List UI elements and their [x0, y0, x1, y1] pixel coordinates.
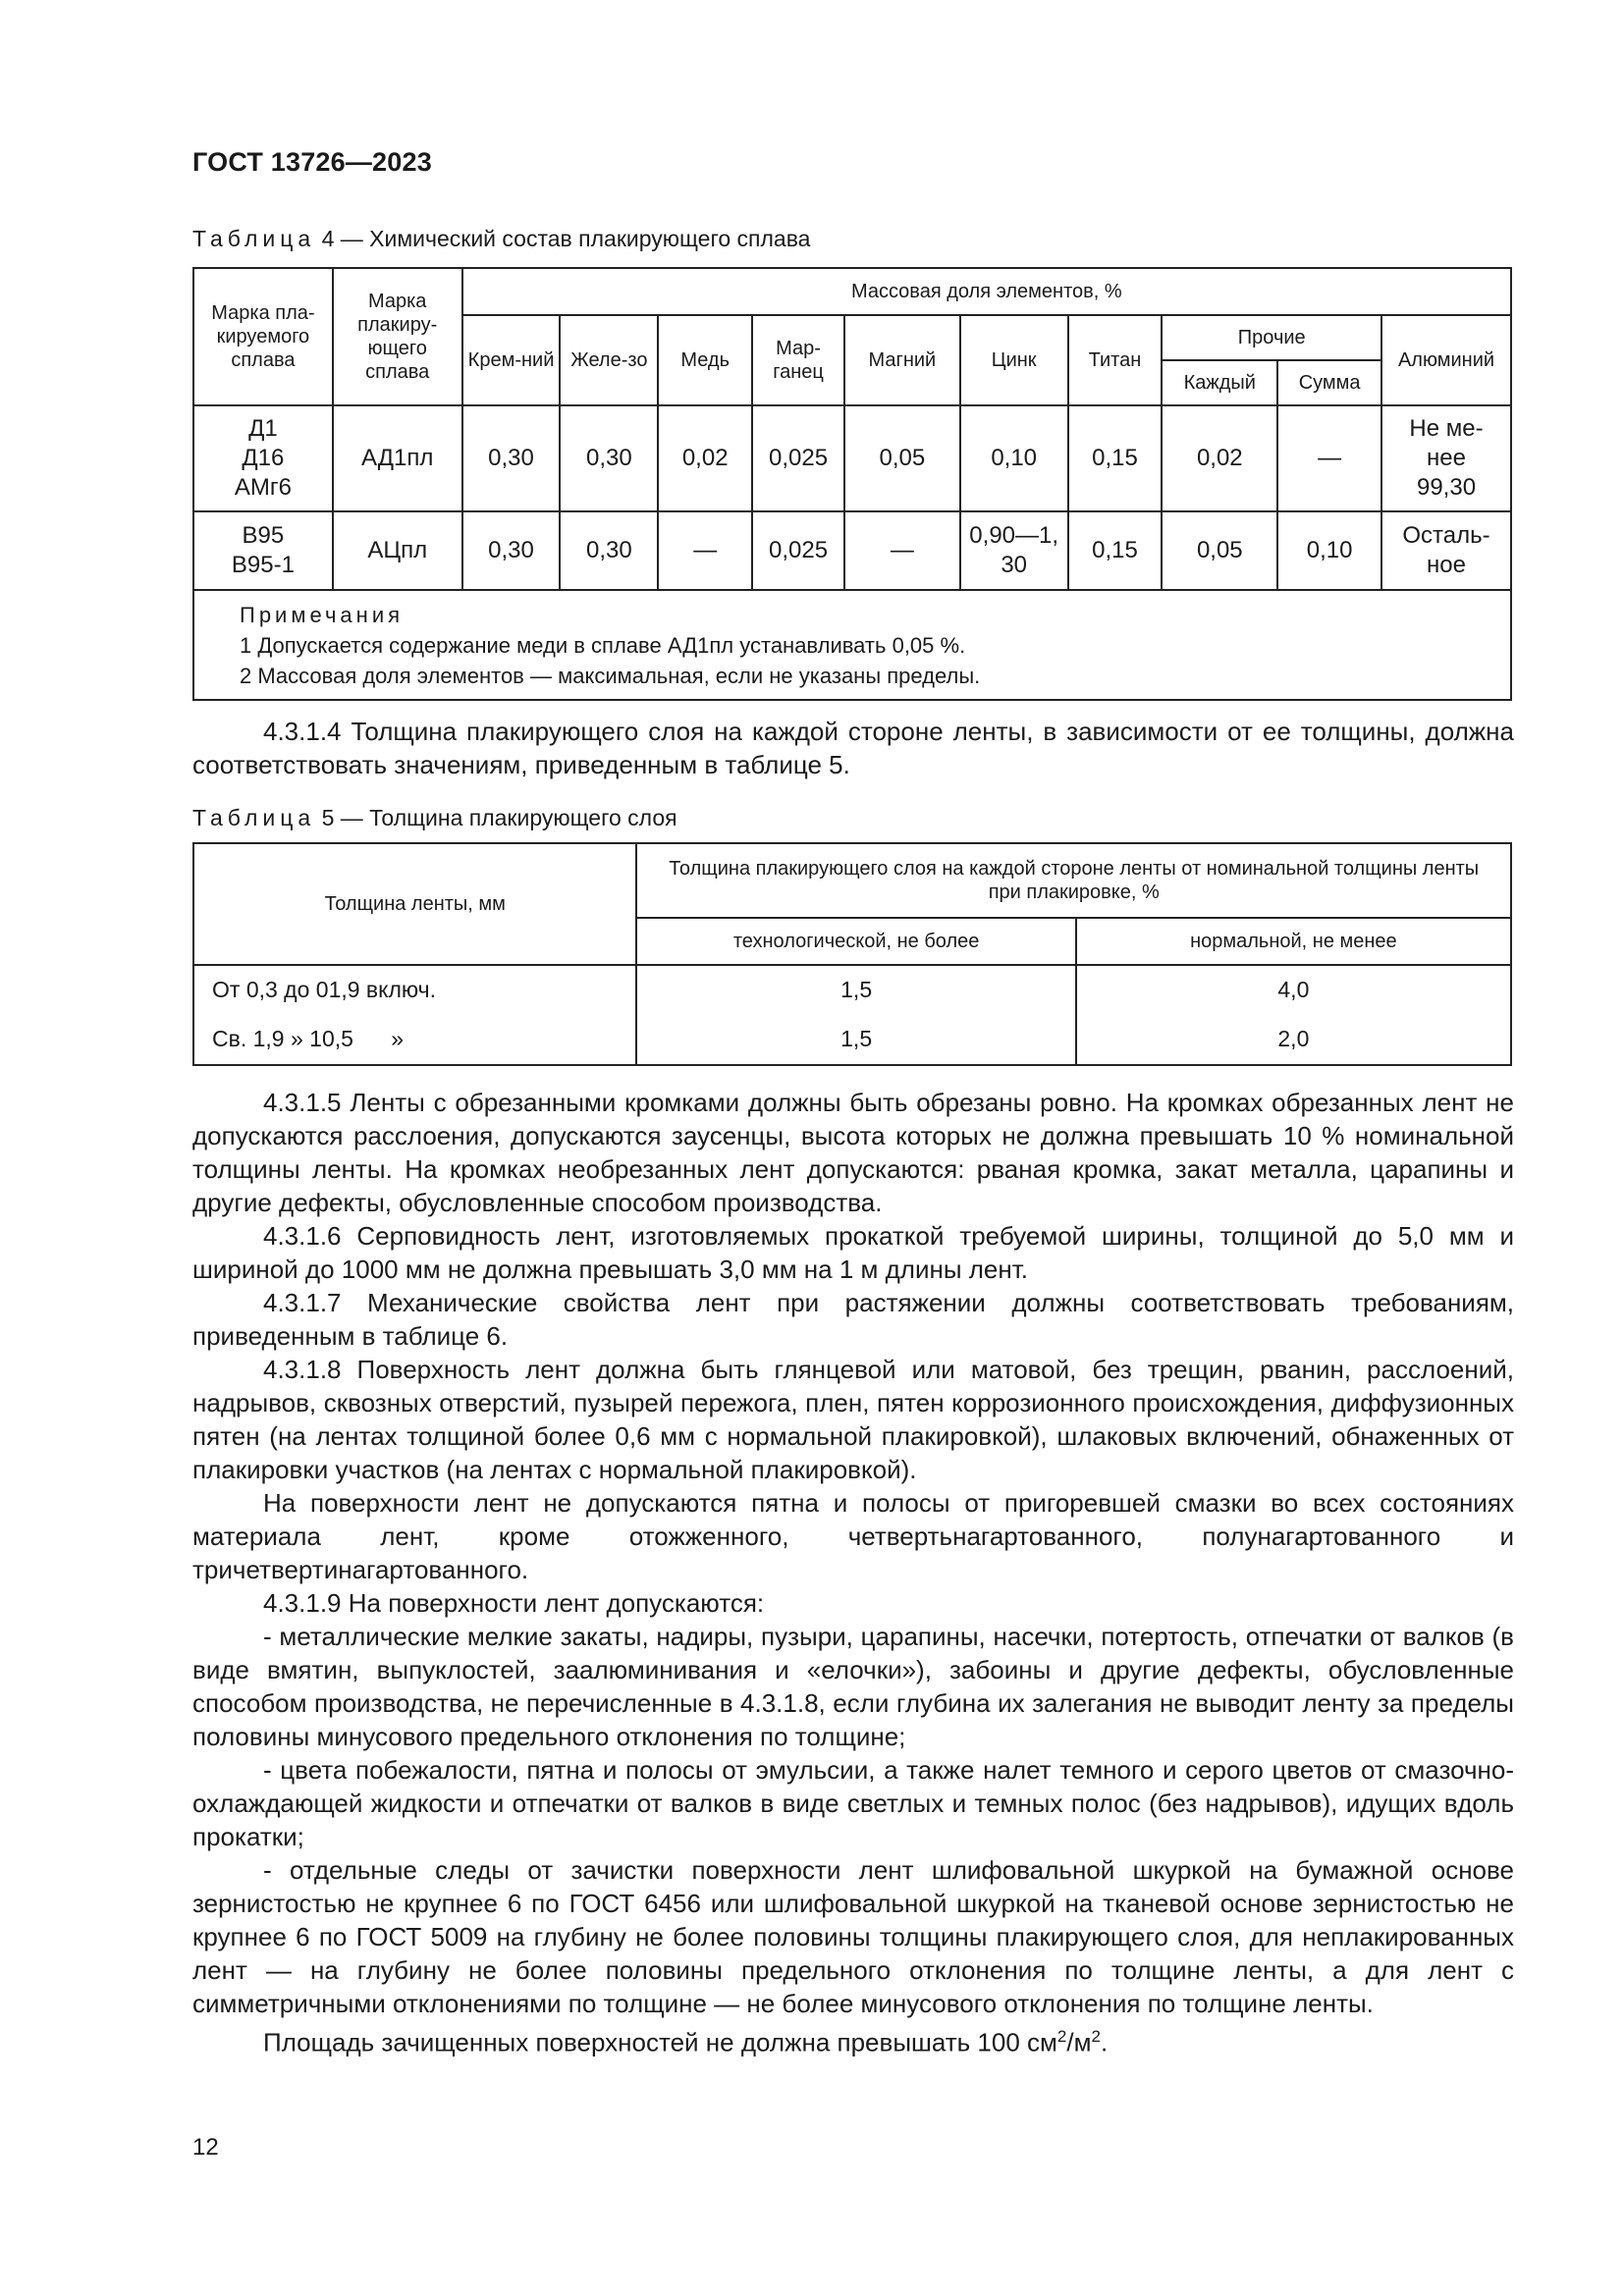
cladding-cell: АД1пл	[333, 405, 462, 511]
value-cell: 0,02	[658, 405, 752, 511]
value-cell: 0,10	[1277, 511, 1381, 590]
value-cell: 0,10	[960, 405, 1068, 511]
col-header-element: Титан	[1068, 315, 1163, 405]
grade-cell: Д1 Д16 АМг6	[193, 405, 333, 511]
value-cell: 4,0	[1076, 965, 1511, 1015]
cladding-thickness-table	[192, 842, 1512, 1066]
note-item: 1 Допускается содержание меди в сплаве АД1пл устанавливать 0,05 %.	[240, 632, 966, 658]
table4-caption-text: 4 — Химический состав плакирующего сплава	[315, 226, 811, 251]
value-cell: 0,15	[1068, 405, 1163, 511]
body-text	[192, 1086, 1514, 2059]
table-row	[193, 511, 1511, 590]
table4-caption-word: Таблица	[192, 226, 316, 251]
value-cell: 0,025	[752, 405, 844, 511]
col-header-each: Каждый	[1162, 360, 1277, 405]
list-item: - металлические мелкие закаты, надиры, пузыри, царапины, насечки, потертость, отпечатки от валков (в виде вмятин, выпуклостей, заалюминивания и «елочки»), забоины и другие дефекты, обусловленные способом производства, не перечисленные в 4.3.1.8, если глубина их залегания не выводит ленту за пределы половины минусового предельного отклонения по толщине;	[192, 1622, 1514, 1751]
cladding-cell: АЦпл	[333, 511, 462, 590]
note-item: 2 Массовая доля элементов — максимальная, если не указаны пределы.	[240, 663, 981, 688]
paragraph-4-3-1-4: 4.3.1.4 Толщина плакирующего слоя на каждой стороне ленты, в зависимости от ее толщины, должна соответствовать значениям, приведенным в таблице 5.	[192, 717, 1514, 779]
col-header-element: Медь	[658, 315, 752, 405]
range-cell: Св. 1,9 » 10,5 »	[193, 1015, 636, 1065]
col-header-element: Цинк	[960, 315, 1068, 405]
value-cell: 0,05	[1162, 511, 1277, 590]
col-header-mass-fraction: Массовая доля элементов, %	[462, 268, 1511, 315]
table-notes	[193, 590, 1511, 700]
value-cell: 0,30	[462, 405, 561, 511]
value-cell: 0,30	[560, 405, 658, 511]
value-cell: 1,5	[636, 1015, 1075, 1065]
aluminium-cell: Осталь- ное	[1381, 511, 1511, 590]
col-header-aluminium: Алюминий	[1381, 315, 1511, 405]
paragraph: Площадь зачищенных поверхностей не должна превышать 100 $см^2/м^2$.	[263, 2027, 1109, 2057]
value-cell: —	[658, 511, 752, 590]
table5-caption-word: Таблица	[192, 805, 316, 830]
notes-row	[193, 590, 1511, 700]
paragraph: На поверхности лент не допускаются пятна и полосы от пригоревшей смазки во всех состояниях материала лент, кроме отожженного, четвертьнагартованного, полунагартованного и тричетвертинагартованного.	[192, 1488, 1514, 1584]
table4-caption	[192, 226, 810, 252]
list-item: - цвета побежалости, пятна и полосы от эмульсии, а также налет темного и серого цветов от смазочно-охлаждающей жидкости и отпечатки от валков в виде светлых и темных полос (без надрывов), идущих вдоль прокатки;	[192, 1755, 1514, 1851]
value-cell: 0,30	[462, 511, 561, 590]
value-cell: 0,05	[844, 405, 960, 511]
value-cell: 0,90—1,30	[960, 511, 1068, 590]
value-cell: 0,30	[560, 511, 658, 590]
value-cell: —	[1277, 405, 1381, 511]
value-cell: 0,02	[1162, 405, 1277, 511]
value-cell: —	[844, 511, 960, 590]
value-cell: 2,0	[1076, 1015, 1511, 1065]
col-header-other: Прочие	[1162, 315, 1381, 360]
col-header-element: Магний	[844, 315, 960, 405]
col-header-normal: нормальной, не менее	[1076, 918, 1511, 965]
col-header-layer-thickness: Толщина плакирующего слоя на каждой стороне ленты от номинальной толщины ленты при плакировке, %	[636, 843, 1511, 918]
notes-title: Примечания	[240, 603, 405, 627]
aluminium-cell: Не ме- нее 99,30	[1381, 405, 1511, 511]
grade-cell: В95 В95-1	[193, 511, 333, 590]
col-header-element: Крем-ний	[462, 315, 561, 405]
col-header-clad-grade: Марка пла-кируемого сплава	[193, 268, 333, 405]
paragraph: 4.3.1.8 Поверхность лент должна быть глянцевой или матовой, без трещин, рванин, расслоений, надрывов, сквозных отверстий, пузырей пережога, плен, пятен коррозионного происхождения, диффузионных пятен (на лентах толщиной более 0,6 мм с нормальной плакировкой), шлаковых включений, обнаженных от плакировки участков (на лентах с нормальной плакировкой).	[192, 1355, 1514, 1484]
col-header-strip-thickness: Толщина ленты, мм	[193, 843, 636, 965]
table-row	[193, 965, 1511, 1015]
col-header-element: Мар-ганец	[752, 315, 844, 405]
document-header: ГОСТ 13726—2023	[192, 147, 432, 177]
value-cell: 1,5	[636, 965, 1075, 1015]
paragraph: 4.3.1.6 Серповидность лент, изготовляемых прокаткой требуемой ширины, толщиной до 5,0 мм и шириной до 1000 мм не должна превышать 3,0 мм на 1 м длины лент.	[192, 1221, 1514, 1284]
col-header-cladding-grade: Марка плакиру-ющего сплава	[333, 268, 462, 405]
col-header-sum: Сумма	[1277, 360, 1381, 405]
value-cell: 0,025	[752, 511, 844, 590]
table-row	[193, 1015, 1511, 1065]
range-cell: От 0,3 до 01,9 включ.	[193, 965, 636, 1015]
chemical-composition-table	[192, 267, 1512, 701]
value-cell: 0,15	[1068, 511, 1163, 590]
page-number: 12	[192, 2134, 219, 2161]
paragraph: 4.3.1.9 На поверхности лент допускаются:	[263, 1588, 765, 1618]
table5-caption	[192, 805, 677, 831]
col-header-element: Желе-зо	[560, 315, 658, 405]
list-item: - отдельные следы от зачистки поверхности лент шлифовальной шкуркой на бумажной основе зернистостью не крупнее 6 по ГОСТ 6456 или шлифовальной шкуркой на тканевой основе зернистостью не крупнее 6 по ГОСТ 5009 на глубину не более половины толщины плакирующего слоя, для неплакированных лент — на глубину не более половины предельного отклонения по толщине ленты, а для лент с симметричными отклонениями по толщине — не более минусового отклонения по толщине ленты.	[192, 1855, 1514, 2018]
table5-caption-text: 5 — Толщина плакирующего слоя	[315, 805, 677, 830]
paragraph: 4.3.1.5 Ленты с обрезанными кромками должны быть обрезаны ровно. На кромках обрезанных лент не допускаются расслоения, допускаются заусенцы, высота которых не должна превышать 10 % номинальной толщины ленты. На кромках необрезанных лент допускаются: рваная кромка, закат металла, царапины и другие дефекты, обусловленные способом производства.	[192, 1088, 1514, 1217]
paragraph: 4.3.1.7 Механические свойства лент при растяжении должны соответствовать требованиям, приведенным в таблице 6.	[192, 1288, 1514, 1351]
table-row	[193, 405, 1511, 511]
col-header-technological: технологической, не более	[636, 918, 1075, 965]
